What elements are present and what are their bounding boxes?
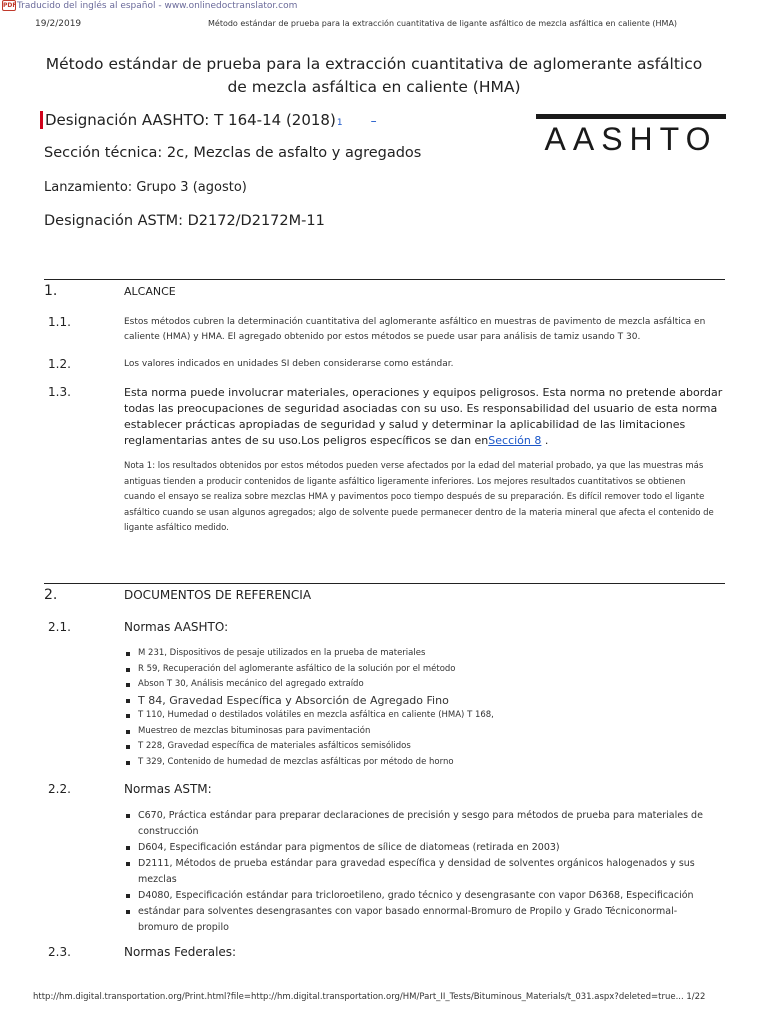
astm-designation: Designación ASTM: D2172/D2172M-11 <box>44 213 325 229</box>
list-item: D604, Especificación estándar para pigmentos de sílice de diatomeas (retirada en 2003) <box>124 840 704 856</box>
list-item: T 228, Gravedad específica de materiales asfálticos semisólidos <box>124 739 704 755</box>
title-line-2: de mezcla asfáltica en caliente (HMA) <box>227 78 521 96</box>
clause-number: 1.3. <box>48 385 71 399</box>
page-footer <box>33 992 705 1002</box>
list-item: D2111, Métodos de prueba estándar para gravedad específica y densidad de solventes orgánicos halogenados y sus mezclas <box>124 856 704 888</box>
release-info: Lanzamiento: Grupo 3 (agosto) <box>44 180 247 195</box>
list-item: Abson T 30, Análisis mecánico del agregado extraído <box>124 677 704 693</box>
aashto-designation <box>45 111 377 129</box>
list-item: T 110, Humedad o destilados volátiles en mezcla asfáltica en caliente (HMA) T 168, <box>124 708 704 724</box>
translator-link[interactable]: Traducido del inglés al español - www.onlinedoctranslator.com <box>17 1 298 11</box>
clause-text-block <box>124 385 724 449</box>
designation-text: Designación AASHTO: T 164-14 (2018) <box>45 111 336 129</box>
section-title: ALCANCE <box>124 285 176 298</box>
designation-marker <box>40 111 43 129</box>
designation-dash-link[interactable]: – <box>370 114 377 128</box>
header-title: Método estándar de prueba para la extracción cuantitativa de ligante asfáltico de mezcla asfáltica en caliente (HMA) <box>208 19 678 28</box>
section-8-link[interactable]: Sección 8 <box>488 434 542 447</box>
translator-banner[interactable] <box>2 0 297 11</box>
clause-heading: Normas ASTM: <box>124 782 212 796</box>
section-divider <box>44 279 725 280</box>
header-date: 19/2/2019 <box>35 19 82 29</box>
list-item: C670, Práctica estándar para preparar declaraciones de precisión y sesgo para métodos de prueba para materiales de construcción <box>124 808 704 840</box>
page-number: 1/22 <box>686 992 706 1002</box>
aashto-logo <box>536 114 726 156</box>
list-item: T 84, Gravedad Específica y Absorción de Agregado Fino <box>124 693 704 709</box>
list-item: M 231, Dispositivos de pesaje utilizados en la prueba de materiales <box>124 646 704 662</box>
clause-text: Esta norma puede involucrar materiales, operaciones y equipos peligrosos. Esta norma no pretende abordar todas las preocupaciones de seguridad asociadas con su uso. Es responsabilidad del usuario de esta norma establecer prácticas apropiadas de seguridad y salud y determinar la aplicabilidad de las limitaciones reglamentarias antes de su uso.Los peligros específicos se dan en <box>124 386 723 447</box>
list-item: estándar para solventes desengrasantes con vapor basado ennormal-Bromuro de Propilo y Grado Técniconormal-bromuro de propilo <box>124 904 704 936</box>
aashto-reference-list <box>124 646 704 770</box>
technical-section: Sección técnica: 2c, Mezclas de asfalto y agregados <box>44 145 422 161</box>
clause-number: 2.3. <box>48 945 71 959</box>
list-item: T 329, Contenido de humedad de mezclas asfálticas por método de horno <box>124 755 704 771</box>
footnote-link[interactable]: 1 <box>336 118 343 128</box>
clause-heading: Normas Federales: <box>124 945 237 959</box>
list-item: D4080, Especificación estándar para tricloroetileno, grado técnico y desengrasante con vapor D6368, Especificación <box>124 888 704 904</box>
clause-text: Los valores indicados en unidades SI deben considerarse como estándar. <box>124 359 454 369</box>
clause-heading: Normas AASHTO: <box>124 620 229 634</box>
logo-text: AASHTO <box>544 121 718 156</box>
section-title: DOCUMENTOS DE REFERENCIA <box>124 588 312 602</box>
list-item: R 59, Recuperación del aglomerante asfáltico de la solución por el método <box>124 662 704 678</box>
clause-text-tail: . <box>541 434 549 447</box>
pdf-icon: PDF <box>3 2 17 9</box>
list-item: Muestreo de mezclas bituminosas para pavimentación <box>124 724 704 740</box>
footer-url[interactable]: http://hm.digital.transportation.org/Print.html?file=http://hm.digital.transportation.org/HM/Part_II_Tests/Bituminous_Materials/t_031.aspx?deleted=true... <box>33 992 684 1002</box>
clause-number: 1.2. <box>48 357 71 371</box>
clause-number: 2.1. <box>48 620 71 634</box>
title-line-1: Método estándar de prueba para la extracción cuantitativa de aglomerante asfáltico <box>45 55 703 73</box>
clause-number: 1.1. <box>48 315 71 329</box>
note-1: Nota 1: los resultados obtenidos por estos métodos pueden verse afectados por la edad del material probado, ya que las muestras más antiguas tienden a producir contenidos de ligante asfáltico ligeramente inferiores. Los mejores resultados cuantitativos se obtienen cuando el ensayo se realiza sobre mezclas HMA y pavimentos poco tiempo después de su preparación. Es difícil remover todo el ligante asfáltico cuando se usan algunos agregados; algo de solvente puede permanecer dentro de la materia mineral que afecta el contenido de ligante asfáltico medido. <box>124 461 714 533</box>
clause-number: 2.2. <box>48 782 71 796</box>
section-number: 1. <box>44 283 58 299</box>
clause-text: Estos métodos cubren la determinación cuantitativa del aglomerante asfáltico en muestras de pavimento de mezcla asfáltica en caliente (HMA) y HMA. El agregado obtenido por estos métodos se puede usar para análisis de tamiz usando T 30. <box>124 317 706 342</box>
page-title <box>40 53 708 99</box>
astm-reference-list <box>124 808 704 936</box>
section-number: 2. <box>44 587 58 603</box>
section-divider <box>44 583 725 584</box>
